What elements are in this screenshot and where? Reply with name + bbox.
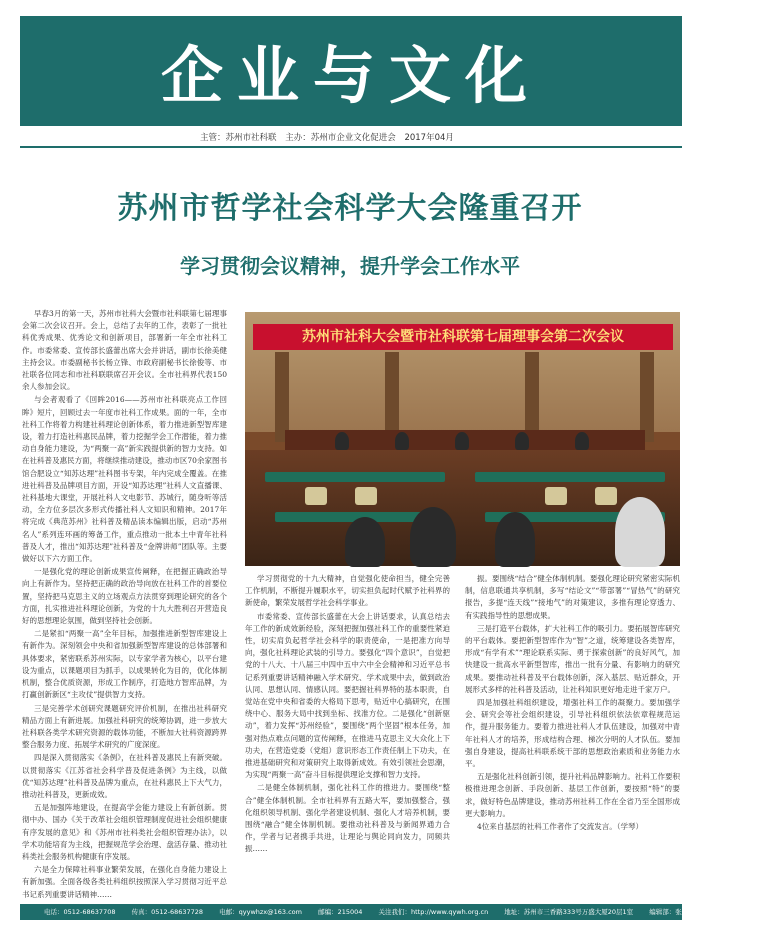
photo-person [410, 507, 456, 567]
footer-zip: 邮编：215004 [318, 908, 363, 916]
footer-phone: 电话：0512-68637708 [44, 908, 116, 916]
photo-banner: 苏州市社科大会暨市社科联第七届理事会第二次会议 [253, 324, 673, 350]
footer-email[interactable]: 电邮：qyywhzx@163.com [219, 908, 302, 916]
photo-table [475, 472, 665, 482]
photo-chair [595, 487, 617, 505]
photo-person [615, 497, 665, 567]
photo-pillar [275, 352, 289, 442]
paragraph: 一是强化党的理论创新成果宣传阐释，在把握正确政治导向上有新作为。坚持把正确的政治导向放在社科工作的首要位置，坚持把马克思主义的立场观点方法贯穿到理论研究的各个方面，扎实推进社科理论创新，为党的十九大胜利召开营造良好的思想理论氛围，做到坚持社会创新。 [22, 567, 227, 626]
footer-editor: 编辑部：张宇军 [649, 908, 695, 916]
paragraph: 五是加强阵地建设，在提高学会能力建设上有新创新。贯彻中办、国办《关于改革社会组织管理制度促进社会组织健康有序发展的意见》和《苏州市社科类社会组织管理办法》，以学术功能培育为主线，把握规范学会治理、盘活存量、推动社科类社会服务机构健康有序发展。 [22, 803, 227, 861]
meta-organizer: 主办：苏州市企业文化促进会 [285, 133, 396, 143]
photo-person [575, 432, 589, 450]
photo-pillar [640, 352, 654, 442]
article-column-right [465, 573, 680, 898]
photo-person [395, 432, 409, 450]
paragraph: 二是紧扣“两聚一高”全年目标，加强推进新型智库建设上有新作为。深刻领会中央和省加强新型智库建设的总体部署和具体要求，紧密联系苏州实际，以专家学者为核心，以平台建设为重点，以课题项目为抓手，以成果转化为目的，优化体制机制，整合优质资源，形成工作制序，打造地方智库品牌，为打赢创新新区“主攻仗”提供智力支持。 [22, 629, 227, 700]
paragraph: 市委常委、宣传部长盛蕾在大会上讲话要求，认真总结去年工作的新成效新经验，深刻把握加强社科工作的重要性紧迫性，切实肩负起哲学社会科学的职责使命，一是把准方向导向，强化社科理论武装的引导力。要强化“四个意识”，自觉把党的十八大、十八届三中四中五中六中全会精神和习近平总书记系列重要讲话精神融入学术研究、学术成果中去，做到政治认同、思想认同、情感认同。要把握社科界特的基本职责，自觉站在党中央和省委的大格局下思考，贴近中心搞研究，在围绕中心、服务大局中找到坐标、找准方位。二是强化“创新驱动”，着力发挥“苏州经验”，要围绕“两个坚固”根本任务，加强对热点难点问题的宣传阐释，在推进马克思主义大众化上下功夫，在营造党委（党组）意识形态工作责任制上下功夫，在推进基础研究和对策研究上取得新成效。有效引领社会思潮，为实现“两聚一高”奋斗目标提供理论支撑和智力支持。 [245, 611, 450, 780]
paragraph: 六是全力保障社科事业繁荣发展，在强化自身能力建设上有新加强。全面各级各类社科组织按照深入学习贯彻习近平总书记系列重要讲话精神…… [22, 865, 227, 899]
photo-pillar [525, 352, 539, 442]
photo-pillar [385, 352, 399, 442]
article-headline: 苏州市哲学社会科学大会隆重召开 [117, 191, 583, 226]
photo-person [345, 517, 385, 567]
meeting-photo [245, 312, 680, 566]
publication-meta [200, 131, 460, 143]
photo-table [265, 472, 445, 482]
meta-date: 2017年04月 [404, 133, 454, 143]
header-divider [20, 146, 682, 148]
footer-designer: 美编排版：钟家奇 [710, 908, 763, 916]
photo-person [335, 432, 349, 450]
meta-sponsor: 主管：苏州市社科联 [200, 133, 277, 143]
masthead [20, 16, 682, 126]
footer-address: 地址：苏州市三香路333号万盛大厦20层1室 [504, 908, 634, 916]
photo-chair [355, 487, 377, 505]
paragraph: 三是打造平台载体，扩大社科工作的吸引力。要拓展智库研究的平台载体。要把新型智库作为“智”之道，统筹建设各类智库，形成“有学有术”“理论联系实际、勇于探索创新”的良好风气，加快建设一批高水平新型智库，推出一批有分量、有影响力的研究成果。要推动社科普及平台载体创新，深入基层、贴近群众，开展形式多样的社科普及活动，让社科知识更好地走进千家万户。 [465, 623, 680, 694]
footer-bar [20, 904, 763, 920]
article-subhead: 学习贯彻会议精神，提升学会工作水平 [180, 254, 520, 278]
paragraph: 与会者观看了《回眸2016——苏州市社科联亮点工作回眸》短片，回顾过去一年度市社科工作成果。面的一年，全市社科工作将着力构建社科理论创新体系，着力推进新型智库建设，着力打造社科惠民品牌，着力挖掘学会工作潜能，着力推动自身能力建设，为“两聚一高”新实践提供新的智力支持。如在社科普及惠民方面，将继续推动建设，推动市区70余家图书馆合肥设立“知苏达理”社科图书专架，年内完成全覆盖。在推进社科普及品牌项目方面，开设“知苏达理”社科人文直播课、社科基地大课堂，开展社科人文电影节、苏城行，随身听等活动，全方位多层次多形式传播社科人文知识和精神。2017年将完成《典范苏州》社科普及精品读本编辑出版，启动“苏州名人”系列连环画的筹备工作，重点推动一批本土中青年社科普及人才，推出“知苏达理”社科普及“金牌讲师”团队等。主要做好以下六方面工作。 [22, 395, 227, 564]
paragraph: 振。要围绕“结合”健全体制机制。要强化理论研究紧密实际机制，信息联通共享机制，多写“结论文”“带部署”“冒热气”的研究报告，多提“连天线”“接地气”的对策建议，多推有理论穿透力、有实践指导性的思想成果。 [465, 574, 680, 620]
footer-website[interactable]: 关注我们：http://www.qywh.org.cn [378, 908, 489, 916]
photo-person [495, 512, 535, 567]
paragraph: 4位来自基层的社科工作者作了交流发言。（学琴） [477, 822, 644, 832]
paragraph: 四是深入贯彻落实《条例》，在社科普及惠民上有新突破。以贯彻落实《江苏省社会科学普及促进条例》为主线，以做优“知苏达理”社科普及品牌为重点，在社科惠民上下大气力，推动社科普及，更新成效。 [22, 753, 227, 799]
paragraph: 早春3月的第一天，苏州市社科大会暨市社科联第七届理事会第二次会议召开。会上，总结了去年的工作，表彰了一批社科优秀成果、优秀论文和创新项目，部署新一年全市社科工作。市委常委、宣传部长盛蕾出席大会并讲话，副市长徐美健主持会议。市委副秘书长杨立锋、市政府副秘书长徐俊等、市社联各位同志和市社科联联席召开会议。全市社科界代表150余人参加会议。 [22, 309, 227, 392]
masthead-title: 企业与文化 [160, 39, 541, 112]
paragraph: 二是健全体制机制，强化社科工作的推进力。要围绕“整合”健全体制机制。全市社科界有五路大军，要加强整合，强化组织领导机制、强化学者建设机制、强化人才培养机制，要围绕“融合”健全体制机制。要推动社科普及与新闻界通力合作，学者与记者携手共进，让理论与舆论同向发力，同频共振…… [245, 783, 450, 854]
paragraph: 四是加强社科组织建设，增强社科工作的凝聚力。要加强学会、研究会等社会组织建设，引导社科组织依法依章程规范运作，提升服务能力。要着力推进社科人才队伍建设，加强对中青年社科人才的培养，形成结构合理、梯次分明的人才队伍。要加强自身建设，提高社科联系统干部的思想政治素质和业务能力水平。 [465, 698, 680, 769]
paragraph: 学习贯彻党的十九大精神，自觉强化使命担当，健全完善工作机制，不断提升履职水平，切实担负起时代赋予社科界的新使命，繁荣发展哲学社会科学事业。 [245, 574, 450, 608]
photo-chair [545, 487, 567, 505]
article-column-left [22, 308, 227, 898]
footer-fax: 传真：0512-68637728 [131, 908, 204, 916]
photo-chair [305, 487, 327, 505]
article-column-middle [245, 573, 450, 898]
photo-person [455, 432, 469, 450]
paragraph: 三是完善学术创研究课题研究评价机制，在推出社科研究精品方面上有新进展。加强社科研究的统筹协调，进一步放大社科联各类学术研究资源的载体功能，不断加大社科资源跨界整合服务力度、拓展学术研究的广度深度。 [22, 703, 227, 750]
paragraph: 五是强化社科创新引领，提升社科品牌影响力。社科工作要积极推进理念创新、手段创新、基层工作创新，要按照“特”的要求，做好特色品牌建设，推动苏州社科工作在全省乃至全国形成更大影响力。 [465, 772, 680, 818]
photo-person [515, 432, 529, 450]
